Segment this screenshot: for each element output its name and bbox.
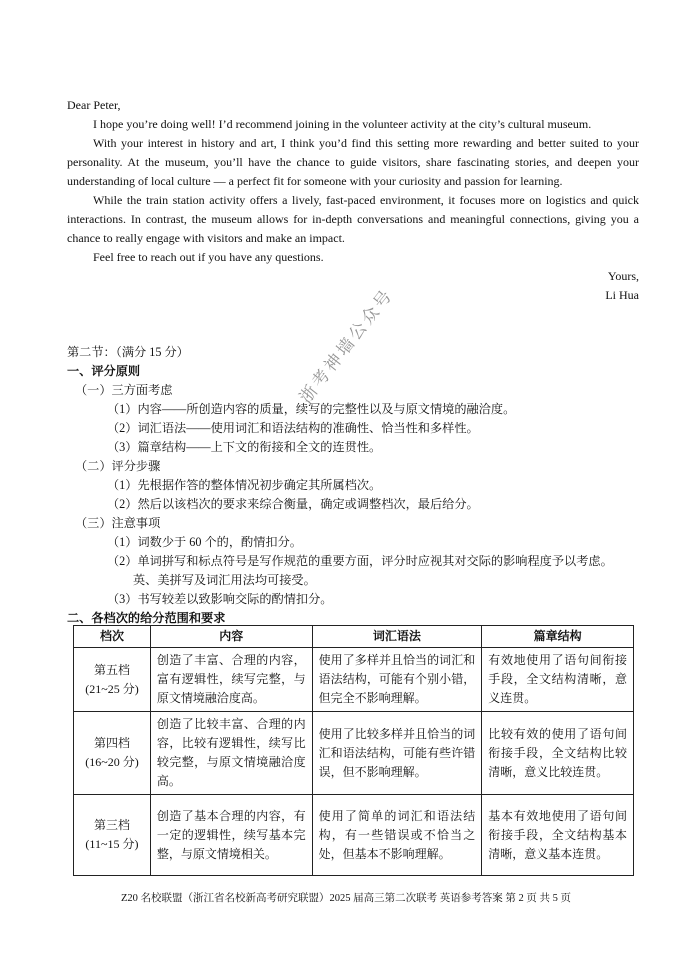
note-item: （3）书写较差以致影响交际的酌情扣分。 [107, 592, 333, 606]
level-range: (21~25 分) [85, 681, 139, 696]
structure-cell: 基本有效地使用了语句间衔接手段，全文结构基本清晰，意义基本连贯。 [482, 795, 634, 876]
model-letter [67, 96, 639, 305]
consideration-item: （1）内容——所创造内容的质量，续写的完整性以及与原文情境的融洽度。 [107, 402, 516, 416]
content-cell: 创造了丰富、合理的内容，富有逻辑性，续写完整，与原文情境融洽度高。 [150, 648, 312, 712]
level-range: (11~15 分) [85, 837, 139, 851]
level-name: 第三档 [93, 818, 130, 832]
level-range: (16~20 分) [85, 755, 139, 769]
sub-heading-considerations: （一）三方面考虑 [75, 383, 173, 397]
letter-paragraph-2: With your interest in history and art, I think you’d find this setting more rewarding and better suited to your personality. At the museum, you’ll have the chance to guide visitors, share fascinating stories, and deepen your understanding of local culture — a perfect fit for someone with your curiosity and passion for learning. [67, 136, 639, 188]
level-cell [74, 795, 151, 876]
table-header-row [74, 626, 634, 648]
consideration-item: （3）篇章结构——上下文的衔接和全文的连贯性。 [107, 440, 382, 454]
ranges-heading: 二、各档次的给分范围和要求 [67, 611, 226, 625]
content-cell: 创造了基本合理的内容，有一定的逻辑性，续写基本完整，与原文情境相关。 [150, 795, 312, 876]
table-row [74, 712, 634, 795]
page-footer: Z20 名校联盟（浙江省名校新高考研究联盟）2025 届高三第二次联考 英语参考答案 第 2 页 共 5 页 [120, 893, 572, 904]
letter-paragraph-3: While the train station activity offers a lively, fast-paced environment, it focuses more on logistics and quick interactions. In contrast, the museum allows for in-depth conversations and meaningful connections, giving you a chance to really engage with visitors and make an impact. [67, 193, 639, 245]
level-name: 第四档 [93, 736, 130, 750]
sub-heading-steps: （二）评分步骤 [75, 459, 161, 473]
letter-closing: Yours, [607, 269, 639, 283]
column-header: 档次 [74, 626, 151, 648]
content-cell: 创造了比较丰富、合理的内容，比较有逻辑性，续写比较完整，与原文情境融洽度高。 [150, 712, 312, 795]
column-header: 篇章结构 [482, 626, 634, 648]
note-item: （1）词数少于 60 个的，酌情扣分。 [107, 535, 302, 549]
section-2-title: 第二节：（满分 15 分） [67, 345, 189, 359]
level-cell [74, 712, 151, 795]
table-row [74, 648, 634, 712]
table-row [74, 795, 634, 876]
column-header: 内容 [150, 626, 312, 648]
watermark: 浙考神墙公众号 [295, 284, 398, 407]
note-item-continuation: 英、美拼写及词汇用法均可接受。 [133, 573, 316, 587]
level-name: 第五档 [93, 662, 130, 677]
structure-cell: 有效地使用了语句间衔接手段，全文结构清晰，意义连贯。 [482, 648, 634, 712]
vocab-cell: 使用了多样并且恰当的词汇和语法结构，可能有个别小错，但完全不影响理解。 [312, 648, 482, 712]
level-cell [74, 648, 151, 712]
letter-signature: Li Hua [605, 288, 639, 302]
vocab-cell: 使用了简单的词汇和语法结构，有一些错误或不恰当之处，但基本不影响理解。 [312, 795, 482, 876]
sub-heading-notes: （三）注意事项 [75, 516, 161, 530]
vocab-cell: 使用了比较多样并且恰当的词汇和语法结构，可能有些许错误，但不影响理解。 [312, 712, 482, 795]
consideration-item: （2）词汇语法——使用词汇和语法结构的准确性、恰当性和多样性。 [107, 421, 479, 435]
letter-paragraph-1: I hope you’re doing well! I’d recommend joining in the volunteer activity at the city’s cultural museum. [93, 117, 592, 131]
principles-heading: 一、评分原则 [67, 364, 141, 378]
column-header: 词汇语法 [312, 626, 482, 648]
letter-paragraph-4: Feel free to reach out if you have any questions. [93, 250, 324, 264]
structure-cell: 比较有效的使用了语句间衔接手段，全文结构比较清晰，意义比较连贯。 [482, 712, 634, 795]
letter-salutation: Dear Peter, [67, 98, 121, 112]
step-item: （1）先根据作答的整体情况初步确定其所属档次。 [107, 478, 382, 492]
note-item: （2）单词拼写和标点符号是写作规范的重要方面，评分时应视其对交际的影响程度予以考虑。 [107, 554, 613, 568]
step-item: （2）然后以该档次的要求来综合衡量，确定或调整档次，最后给分。 [107, 497, 479, 511]
grading-table [73, 625, 634, 876]
